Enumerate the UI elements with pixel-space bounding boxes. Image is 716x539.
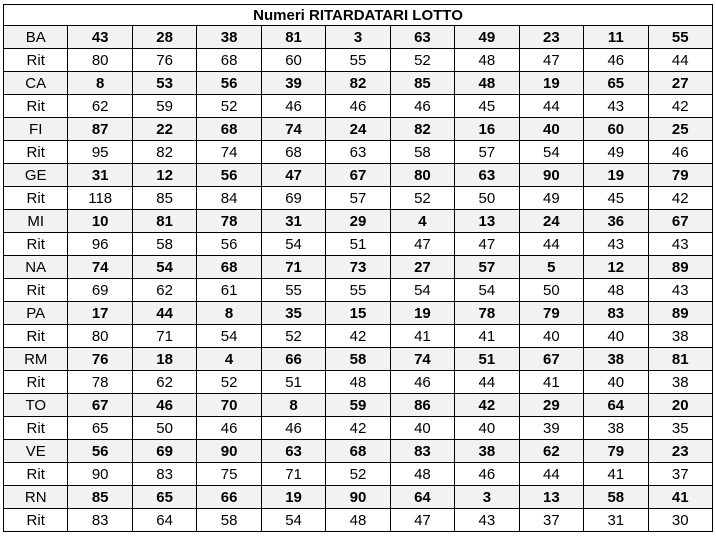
late-number-cell: 80 bbox=[390, 164, 454, 187]
wheel-name: RN bbox=[4, 486, 68, 509]
delay-value-cell: 43 bbox=[648, 233, 712, 256]
late-number-cell: 68 bbox=[197, 118, 261, 141]
late-number-cell: 56 bbox=[197, 72, 261, 95]
wheel-delays-row bbox=[4, 49, 713, 72]
delay-value-cell: 40 bbox=[584, 325, 648, 348]
wheel-numbers-row bbox=[4, 72, 713, 95]
delay-value-cell: 49 bbox=[584, 141, 648, 164]
delay-value-cell: 46 bbox=[261, 417, 325, 440]
delay-value-cell: 55 bbox=[326, 49, 390, 72]
table-title: Numeri RITARDATARI LOTTO bbox=[4, 5, 713, 26]
late-number-cell: 65 bbox=[132, 486, 196, 509]
wheel-name: PA bbox=[4, 302, 68, 325]
late-number-cell: 23 bbox=[648, 440, 712, 463]
delay-value-cell: 48 bbox=[390, 463, 454, 486]
rit-label: Rit bbox=[4, 279, 68, 302]
rit-label: Rit bbox=[4, 187, 68, 210]
delay-value-cell: 62 bbox=[132, 279, 196, 302]
late-number-cell: 19 bbox=[261, 486, 325, 509]
delay-value-cell: 43 bbox=[584, 95, 648, 118]
delay-value-cell: 50 bbox=[132, 417, 196, 440]
late-number-cell: 63 bbox=[455, 164, 519, 187]
wheel-name: BA bbox=[4, 26, 68, 49]
late-number-cell: 65 bbox=[584, 72, 648, 95]
late-number-cell: 83 bbox=[584, 302, 648, 325]
delay-value-cell: 45 bbox=[584, 187, 648, 210]
rit-label: Rit bbox=[4, 509, 68, 532]
delay-value-cell: 57 bbox=[455, 141, 519, 164]
delay-value-cell: 46 bbox=[584, 49, 648, 72]
late-number-cell: 8 bbox=[261, 394, 325, 417]
delay-value-cell: 46 bbox=[261, 95, 325, 118]
lotto-table-wrapper bbox=[3, 4, 713, 532]
late-number-cell: 81 bbox=[132, 210, 196, 233]
wheel-delays-row bbox=[4, 279, 713, 302]
late-number-cell: 23 bbox=[519, 26, 583, 49]
late-number-cell: 64 bbox=[584, 394, 648, 417]
delay-value-cell: 75 bbox=[197, 463, 261, 486]
late-number-cell: 24 bbox=[326, 118, 390, 141]
delay-value-cell: 44 bbox=[519, 95, 583, 118]
delay-value-cell: 31 bbox=[584, 509, 648, 532]
late-number-cell: 68 bbox=[326, 440, 390, 463]
delay-value-cell: 46 bbox=[455, 463, 519, 486]
late-number-cell: 55 bbox=[648, 26, 712, 49]
delay-value-cell: 59 bbox=[132, 95, 196, 118]
delay-value-cell: 49 bbox=[519, 187, 583, 210]
wheel-delays-row bbox=[4, 187, 713, 210]
delay-value-cell: 48 bbox=[326, 371, 390, 394]
delay-value-cell: 44 bbox=[648, 49, 712, 72]
late-number-cell: 8 bbox=[197, 302, 261, 325]
late-number-cell: 3 bbox=[455, 486, 519, 509]
late-number-cell: 51 bbox=[455, 348, 519, 371]
delay-value-cell: 63 bbox=[326, 141, 390, 164]
late-number-cell: 67 bbox=[648, 210, 712, 233]
late-number-cell: 35 bbox=[261, 302, 325, 325]
late-number-cell: 4 bbox=[390, 210, 454, 233]
delay-value-cell: 118 bbox=[68, 187, 132, 210]
delay-value-cell: 46 bbox=[326, 95, 390, 118]
delay-value-cell: 46 bbox=[197, 417, 261, 440]
late-number-cell: 18 bbox=[132, 348, 196, 371]
late-number-cell: 12 bbox=[584, 256, 648, 279]
late-number-cell: 28 bbox=[132, 26, 196, 49]
rit-label: Rit bbox=[4, 417, 68, 440]
delay-value-cell: 46 bbox=[390, 371, 454, 394]
wheel-name: NA bbox=[4, 256, 68, 279]
late-number-cell: 29 bbox=[326, 210, 390, 233]
delay-value-cell: 44 bbox=[455, 371, 519, 394]
delay-value-cell: 40 bbox=[390, 417, 454, 440]
delay-value-cell: 40 bbox=[455, 417, 519, 440]
rit-label: Rit bbox=[4, 463, 68, 486]
delay-value-cell: 71 bbox=[261, 463, 325, 486]
late-number-cell: 58 bbox=[584, 486, 648, 509]
late-number-cell: 63 bbox=[390, 26, 454, 49]
late-number-cell: 19 bbox=[584, 164, 648, 187]
lotto-delays-table bbox=[3, 4, 713, 532]
late-number-cell: 90 bbox=[326, 486, 390, 509]
delay-value-cell: 38 bbox=[584, 417, 648, 440]
delay-value-cell: 47 bbox=[455, 233, 519, 256]
rit-label: Rit bbox=[4, 371, 68, 394]
late-number-cell: 90 bbox=[519, 164, 583, 187]
delay-value-cell: 83 bbox=[132, 463, 196, 486]
delay-value-cell: 40 bbox=[519, 325, 583, 348]
delay-value-cell: 45 bbox=[455, 95, 519, 118]
late-number-cell: 89 bbox=[648, 256, 712, 279]
wheel-numbers-row bbox=[4, 210, 713, 233]
title-row bbox=[4, 5, 713, 26]
delay-value-cell: 85 bbox=[132, 187, 196, 210]
late-number-cell: 41 bbox=[648, 486, 712, 509]
delay-value-cell: 40 bbox=[584, 371, 648, 394]
late-number-cell: 10 bbox=[68, 210, 132, 233]
delay-value-cell: 54 bbox=[390, 279, 454, 302]
late-number-cell: 74 bbox=[68, 256, 132, 279]
delay-value-cell: 52 bbox=[326, 463, 390, 486]
delay-value-cell: 54 bbox=[261, 233, 325, 256]
late-number-cell: 43 bbox=[68, 26, 132, 49]
wheel-delays-row bbox=[4, 95, 713, 118]
late-number-cell: 49 bbox=[455, 26, 519, 49]
late-number-cell: 68 bbox=[197, 256, 261, 279]
late-number-cell: 40 bbox=[519, 118, 583, 141]
delay-value-cell: 42 bbox=[326, 325, 390, 348]
delay-value-cell: 38 bbox=[648, 325, 712, 348]
delay-value-cell: 62 bbox=[68, 95, 132, 118]
delay-value-cell: 47 bbox=[519, 49, 583, 72]
delay-value-cell: 96 bbox=[68, 233, 132, 256]
late-number-cell: 67 bbox=[68, 394, 132, 417]
delay-value-cell: 95 bbox=[68, 141, 132, 164]
late-number-cell: 24 bbox=[519, 210, 583, 233]
delay-value-cell: 61 bbox=[197, 279, 261, 302]
wheel-delays-row bbox=[4, 371, 713, 394]
delay-value-cell: 78 bbox=[68, 371, 132, 394]
delay-value-cell: 69 bbox=[261, 187, 325, 210]
late-number-cell: 81 bbox=[261, 26, 325, 49]
wheel-numbers-row bbox=[4, 26, 713, 49]
late-number-cell: 11 bbox=[584, 26, 648, 49]
late-number-cell: 60 bbox=[584, 118, 648, 141]
late-number-cell: 86 bbox=[390, 394, 454, 417]
delay-value-cell: 42 bbox=[648, 187, 712, 210]
wheel-numbers-row bbox=[4, 486, 713, 509]
late-number-cell: 66 bbox=[197, 486, 261, 509]
late-number-cell: 13 bbox=[519, 486, 583, 509]
delay-value-cell: 52 bbox=[390, 187, 454, 210]
late-number-cell: 8 bbox=[68, 72, 132, 95]
delay-value-cell: 58 bbox=[132, 233, 196, 256]
late-number-cell: 44 bbox=[132, 302, 196, 325]
wheel-numbers-row bbox=[4, 394, 713, 417]
late-number-cell: 4 bbox=[197, 348, 261, 371]
late-number-cell: 3 bbox=[326, 26, 390, 49]
delay-value-cell: 46 bbox=[648, 141, 712, 164]
delay-value-cell: 56 bbox=[197, 233, 261, 256]
late-number-cell: 25 bbox=[648, 118, 712, 141]
delay-value-cell: 48 bbox=[326, 509, 390, 532]
late-number-cell: 5 bbox=[519, 256, 583, 279]
delay-value-cell: 48 bbox=[584, 279, 648, 302]
delay-value-cell: 62 bbox=[132, 371, 196, 394]
delay-value-cell: 47 bbox=[390, 509, 454, 532]
late-number-cell: 79 bbox=[648, 164, 712, 187]
wheel-delays-row bbox=[4, 325, 713, 348]
rit-label: Rit bbox=[4, 141, 68, 164]
late-number-cell: 62 bbox=[519, 440, 583, 463]
rit-label: Rit bbox=[4, 95, 68, 118]
late-number-cell: 79 bbox=[584, 440, 648, 463]
delay-value-cell: 51 bbox=[261, 371, 325, 394]
delay-value-cell: 43 bbox=[455, 509, 519, 532]
late-number-cell: 54 bbox=[132, 256, 196, 279]
late-number-cell: 27 bbox=[648, 72, 712, 95]
delay-value-cell: 47 bbox=[390, 233, 454, 256]
wheel-delays-row bbox=[4, 141, 713, 164]
wheel-name: FI bbox=[4, 118, 68, 141]
late-number-cell: 56 bbox=[68, 440, 132, 463]
delay-value-cell: 90 bbox=[68, 463, 132, 486]
late-number-cell: 20 bbox=[648, 394, 712, 417]
late-number-cell: 70 bbox=[197, 394, 261, 417]
delay-value-cell: 52 bbox=[197, 371, 261, 394]
late-number-cell: 15 bbox=[326, 302, 390, 325]
delay-value-cell: 68 bbox=[197, 49, 261, 72]
delay-value-cell: 58 bbox=[197, 509, 261, 532]
late-number-cell: 79 bbox=[519, 302, 583, 325]
late-number-cell: 46 bbox=[132, 394, 196, 417]
delay-value-cell: 69 bbox=[68, 279, 132, 302]
late-number-cell: 85 bbox=[68, 486, 132, 509]
wheel-numbers-row bbox=[4, 302, 713, 325]
delay-value-cell: 71 bbox=[132, 325, 196, 348]
late-number-cell: 42 bbox=[455, 394, 519, 417]
delay-value-cell: 51 bbox=[326, 233, 390, 256]
delay-value-cell: 54 bbox=[261, 509, 325, 532]
delay-value-cell: 60 bbox=[261, 49, 325, 72]
delay-value-cell: 52 bbox=[261, 325, 325, 348]
delay-value-cell: 76 bbox=[132, 49, 196, 72]
late-number-cell: 19 bbox=[390, 302, 454, 325]
late-number-cell: 38 bbox=[455, 440, 519, 463]
late-number-cell: 58 bbox=[326, 348, 390, 371]
delay-value-cell: 64 bbox=[132, 509, 196, 532]
delay-value-cell: 54 bbox=[455, 279, 519, 302]
wheel-delays-row bbox=[4, 509, 713, 532]
wheel-numbers-row bbox=[4, 118, 713, 141]
late-number-cell: 13 bbox=[455, 210, 519, 233]
late-number-cell: 90 bbox=[197, 440, 261, 463]
delay-value-cell: 41 bbox=[584, 463, 648, 486]
delay-value-cell: 37 bbox=[648, 463, 712, 486]
late-number-cell: 74 bbox=[261, 118, 325, 141]
late-number-cell: 47 bbox=[261, 164, 325, 187]
delay-value-cell: 54 bbox=[197, 325, 261, 348]
late-number-cell: 53 bbox=[132, 72, 196, 95]
late-number-cell: 38 bbox=[584, 348, 648, 371]
late-number-cell: 82 bbox=[390, 118, 454, 141]
rit-label: Rit bbox=[4, 233, 68, 256]
wheel-delays-row bbox=[4, 233, 713, 256]
rit-label: Rit bbox=[4, 49, 68, 72]
late-number-cell: 67 bbox=[519, 348, 583, 371]
delay-value-cell: 43 bbox=[584, 233, 648, 256]
late-number-cell: 31 bbox=[261, 210, 325, 233]
delay-value-cell: 52 bbox=[390, 49, 454, 72]
late-number-cell: 87 bbox=[68, 118, 132, 141]
late-number-cell: 78 bbox=[197, 210, 261, 233]
late-number-cell: 85 bbox=[390, 72, 454, 95]
delay-value-cell: 44 bbox=[519, 463, 583, 486]
delay-value-cell: 57 bbox=[326, 187, 390, 210]
delay-value-cell: 38 bbox=[648, 371, 712, 394]
late-number-cell: 83 bbox=[390, 440, 454, 463]
delay-value-cell: 42 bbox=[648, 95, 712, 118]
delay-value-cell: 39 bbox=[519, 417, 583, 440]
late-number-cell: 12 bbox=[132, 164, 196, 187]
delay-value-cell: 65 bbox=[68, 417, 132, 440]
late-number-cell: 36 bbox=[584, 210, 648, 233]
delay-value-cell: 55 bbox=[261, 279, 325, 302]
wheel-name: MI bbox=[4, 210, 68, 233]
delay-value-cell: 48 bbox=[455, 49, 519, 72]
late-number-cell: 63 bbox=[261, 440, 325, 463]
wheel-numbers-row bbox=[4, 348, 713, 371]
wheel-name: TO bbox=[4, 394, 68, 417]
delay-value-cell: 50 bbox=[519, 279, 583, 302]
late-number-cell: 19 bbox=[519, 72, 583, 95]
late-number-cell: 71 bbox=[261, 256, 325, 279]
delay-value-cell: 74 bbox=[197, 141, 261, 164]
delay-value-cell: 80 bbox=[68, 49, 132, 72]
delay-value-cell: 46 bbox=[390, 95, 454, 118]
late-number-cell: 39 bbox=[261, 72, 325, 95]
late-number-cell: 69 bbox=[132, 440, 196, 463]
delay-value-cell: 50 bbox=[455, 187, 519, 210]
delay-value-cell: 43 bbox=[648, 279, 712, 302]
wheel-delays-row bbox=[4, 463, 713, 486]
late-number-cell: 17 bbox=[68, 302, 132, 325]
late-number-cell: 31 bbox=[68, 164, 132, 187]
late-number-cell: 76 bbox=[68, 348, 132, 371]
delay-value-cell: 44 bbox=[519, 233, 583, 256]
delay-value-cell: 82 bbox=[132, 141, 196, 164]
delay-value-cell: 83 bbox=[68, 509, 132, 532]
wheel-name: VE bbox=[4, 440, 68, 463]
delay-value-cell: 58 bbox=[390, 141, 454, 164]
wheel-numbers-row bbox=[4, 164, 713, 187]
late-number-cell: 74 bbox=[390, 348, 454, 371]
delay-value-cell: 68 bbox=[261, 141, 325, 164]
late-number-cell: 73 bbox=[326, 256, 390, 279]
late-number-cell: 56 bbox=[197, 164, 261, 187]
late-number-cell: 64 bbox=[390, 486, 454, 509]
delay-value-cell: 41 bbox=[390, 325, 454, 348]
late-number-cell: 38 bbox=[197, 26, 261, 49]
late-number-cell: 57 bbox=[455, 256, 519, 279]
wheel-delays-row bbox=[4, 417, 713, 440]
late-number-cell: 22 bbox=[132, 118, 196, 141]
wheel-numbers-row bbox=[4, 440, 713, 463]
late-number-cell: 16 bbox=[455, 118, 519, 141]
late-number-cell: 78 bbox=[455, 302, 519, 325]
late-number-cell: 59 bbox=[326, 394, 390, 417]
delay-value-cell: 37 bbox=[519, 509, 583, 532]
late-number-cell: 29 bbox=[519, 394, 583, 417]
delay-value-cell: 35 bbox=[648, 417, 712, 440]
delay-value-cell: 52 bbox=[197, 95, 261, 118]
wheel-name: CA bbox=[4, 72, 68, 95]
wheel-numbers-row bbox=[4, 256, 713, 279]
delay-value-cell: 30 bbox=[648, 509, 712, 532]
delay-value-cell: 55 bbox=[326, 279, 390, 302]
rit-label: Rit bbox=[4, 325, 68, 348]
late-number-cell: 89 bbox=[648, 302, 712, 325]
delay-value-cell: 41 bbox=[455, 325, 519, 348]
delay-value-cell: 80 bbox=[68, 325, 132, 348]
delay-value-cell: 54 bbox=[519, 141, 583, 164]
wheel-name: RM bbox=[4, 348, 68, 371]
wheel-name: GE bbox=[4, 164, 68, 187]
late-number-cell: 81 bbox=[648, 348, 712, 371]
delay-value-cell: 84 bbox=[197, 187, 261, 210]
late-number-cell: 67 bbox=[326, 164, 390, 187]
delay-value-cell: 42 bbox=[326, 417, 390, 440]
late-number-cell: 66 bbox=[261, 348, 325, 371]
delay-value-cell: 41 bbox=[519, 371, 583, 394]
late-number-cell: 48 bbox=[455, 72, 519, 95]
late-number-cell: 27 bbox=[390, 256, 454, 279]
late-number-cell: 82 bbox=[326, 72, 390, 95]
